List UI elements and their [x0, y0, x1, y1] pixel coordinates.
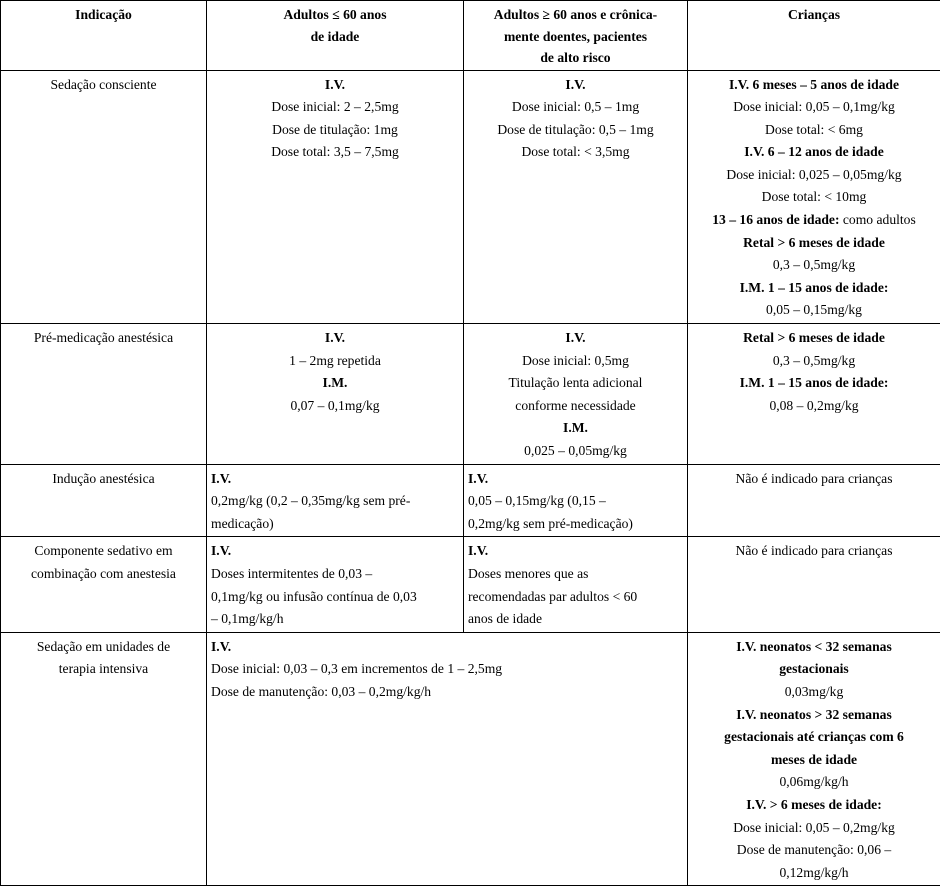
cell-line [211, 658, 683, 681]
cell-line [692, 96, 936, 119]
cell-line [211, 608, 459, 631]
text: Não é indicado para crianças [736, 471, 893, 486]
text: 0,05 – 0,15mg/kg [766, 302, 862, 317]
cell-line [468, 513, 683, 536]
cell-line [692, 726, 936, 749]
text: 1 – 2mg repetida [289, 353, 381, 368]
bold-text: I.M. 1 – 15 anos de idade: [740, 280, 889, 295]
text: 0,1mg/kg ou infusão contínua de 0,03 [211, 589, 417, 604]
bold-text: I.V. [325, 330, 345, 345]
bold-text: I.V. [565, 77, 585, 92]
bold-text: I.V. neonatos > 32 semanas [736, 707, 892, 722]
cell-line [692, 658, 936, 681]
table-row [1, 70, 940, 324]
cell-line [211, 468, 459, 491]
cell-line [211, 395, 459, 418]
cell-line [468, 586, 683, 609]
text: conforme necessidade [515, 398, 635, 413]
cell-line [211, 96, 459, 119]
bold-text: I.V. [211, 543, 231, 558]
cell-line [468, 96, 683, 119]
text: Dose inicial: 0,5mg [522, 353, 629, 368]
text: Dose total: < 10mg [762, 189, 867, 204]
text: 0,2mg/kg sem pré-medicação) [468, 516, 633, 531]
cell-line [692, 350, 936, 373]
cell-line [692, 209, 936, 232]
cell-line [468, 440, 683, 463]
header-adults-over-60: Adultos ≥ 60 anos e crônica- mente doentes, pacientes de alto risco [464, 1, 688, 71]
text: anos de idade [468, 611, 542, 626]
bold-text: I.V. 6 meses – 5 anos de idade [729, 77, 899, 92]
cell-line [692, 540, 936, 563]
text: Dose total: < 3,5mg [521, 144, 629, 159]
text: como adultos [840, 212, 916, 227]
adults-merged-cell [207, 632, 688, 886]
cell-line [211, 636, 683, 659]
bold-text: Retal > 6 meses de idade [743, 235, 885, 250]
bold-text: meses de idade [771, 752, 857, 767]
adults-cell [207, 70, 464, 324]
cell-line [468, 395, 683, 418]
text: Dose de titulação: 0,5 – 1mg [497, 122, 653, 137]
text: Dose inicial: 0,5 – 1mg [512, 99, 639, 114]
text: medicação) [211, 516, 274, 531]
text: 0,08 – 0,2mg/kg [769, 398, 858, 413]
children-cell [688, 464, 940, 537]
text: 0,2mg/kg (0,2 – 0,35mg/kg sem pré- [211, 493, 410, 508]
bold-text: 13 – 16 anos de idade: [712, 212, 839, 227]
elderly-cell [464, 464, 688, 537]
cell-line [692, 636, 936, 659]
text: Titulação lenta adicional [509, 375, 643, 390]
bold-text: I.V. [211, 639, 231, 654]
cell-line [692, 119, 936, 142]
cell-line [211, 563, 459, 586]
cell-line [468, 141, 683, 164]
cell-line [468, 490, 683, 513]
header-children: Crianças [688, 1, 940, 71]
text: Doses intermitentes de 0,03 – [211, 566, 372, 581]
text: 0,3 – 0,5mg/kg [773, 353, 855, 368]
text: Dose inicial: 0,03 – 0,3 em incrementos de 1 – 2,5mg [211, 661, 502, 676]
indication-cell: Sedação consciente [1, 70, 207, 324]
cell-line [692, 794, 936, 817]
cell-line [692, 817, 936, 840]
cell-line [211, 119, 459, 142]
cell-line [211, 350, 459, 373]
text: Dose de titulação: 1mg [272, 122, 398, 137]
text: Dose inicial: 2 – 2,5mg [271, 99, 398, 114]
cell-line [692, 186, 936, 209]
cell-line [211, 372, 459, 395]
cell-line [468, 540, 683, 563]
cell-line [692, 771, 936, 794]
bold-text: I.M. [323, 375, 348, 390]
cell-line [692, 74, 936, 97]
bold-text: I.V. 6 – 12 anos de idade [744, 144, 884, 159]
elderly-cell [464, 70, 688, 324]
cell-line [468, 608, 683, 631]
cell-line [692, 327, 936, 350]
text: 0,03mg/kg [785, 684, 844, 699]
text: Dose de manutenção: 0,06 – [737, 842, 891, 857]
cell-line [692, 141, 936, 164]
text: Dose inicial: 0,05 – 0,1mg/kg [733, 99, 895, 114]
cell-line [692, 372, 936, 395]
cell-line [692, 299, 936, 322]
cell-line [468, 350, 683, 373]
bold-text: gestacionais [779, 661, 848, 676]
cell-line [692, 232, 936, 255]
cell-line [211, 141, 459, 164]
children-cell [688, 537, 940, 632]
children-cell [688, 632, 940, 886]
cell-line [468, 372, 683, 395]
cell-line [692, 254, 936, 277]
text: 0,05 – 0,15mg/kg (0,15 – [468, 493, 606, 508]
cell-line [211, 586, 459, 609]
header-row [1, 1, 940, 71]
text: 0,12mg/kg/h [779, 865, 848, 880]
text: Dose de manutenção: 0,03 – 0,2mg/kg/h [211, 684, 431, 699]
table-row [1, 537, 940, 632]
cell-line [692, 749, 936, 772]
cell-line [211, 513, 459, 536]
cell-line [468, 327, 683, 350]
cell-line [468, 468, 683, 491]
bold-text: I.V. neonatos < 32 semanas [736, 639, 892, 654]
table-row [1, 632, 940, 886]
bold-text: I.V. [325, 77, 345, 92]
children-cell [688, 324, 940, 465]
cell-line [211, 490, 459, 513]
cell-line [468, 74, 683, 97]
text: 0,07 – 0,1mg/kg [290, 398, 379, 413]
text: Dose total: 3,5 – 7,5mg [271, 144, 399, 159]
header-adults-under-60: Adultos ≤ 60 anos de idade [207, 1, 464, 71]
cell-line [692, 395, 936, 418]
adults-cell [207, 324, 464, 465]
bold-text: I.M. [563, 420, 588, 435]
cell-line [211, 327, 459, 350]
bold-text: I.V. [468, 471, 488, 486]
cell-line [468, 119, 683, 142]
text: 0,06mg/kg/h [779, 774, 848, 789]
children-cell [688, 70, 940, 324]
text: Não é indicado para crianças [736, 543, 893, 558]
cell-line [468, 417, 683, 440]
text: – 0,1mg/kg/h [211, 611, 284, 626]
bold-text: Retal > 6 meses de idade [743, 330, 885, 345]
text: Dose total: < 6mg [765, 122, 863, 137]
cell-line [211, 74, 459, 97]
bold-text: I.V. [468, 543, 488, 558]
text: 0,025 – 0,05mg/kg [524, 443, 627, 458]
cell-line [211, 681, 683, 704]
cell-line [211, 540, 459, 563]
cell-line [692, 277, 936, 300]
bold-text: gestacionais até crianças com 6 [724, 729, 904, 744]
elderly-cell [464, 537, 688, 632]
indication-cell: Indução anestésica [1, 464, 207, 537]
table-row [1, 324, 940, 465]
text: Dose inicial: 0,05 – 0,2mg/kg [733, 820, 895, 835]
cell-line [692, 704, 936, 727]
indication-cell: Sedação em unidades de terapia intensiva [1, 632, 207, 886]
adults-cell [207, 464, 464, 537]
indication-cell: Pré-medicação anestésica [1, 324, 207, 465]
cell-line [692, 164, 936, 187]
cell-line [692, 839, 936, 862]
cell-line [692, 862, 936, 885]
indication-cell: Componente sedativo em combinação com anestesia [1, 537, 207, 632]
cell-line [692, 681, 936, 704]
text: recomendadas par adultos < 60 [468, 589, 637, 604]
bold-text: I.M. 1 – 15 anos de idade: [740, 375, 889, 390]
cell-line [692, 468, 936, 491]
text: 0,3 – 0,5mg/kg [773, 257, 855, 272]
table-row [1, 464, 940, 537]
text: Dose inicial: 0,025 – 0,05mg/kg [726, 167, 901, 182]
bold-text: I.V. > 6 meses de idade: [746, 797, 882, 812]
bold-text: I.V. [565, 330, 585, 345]
header-indication: Indicação [1, 1, 207, 71]
elderly-cell [464, 324, 688, 465]
text: Doses menores que as [468, 566, 588, 581]
bold-text: I.V. [211, 471, 231, 486]
adults-cell [207, 537, 464, 632]
cell-line [468, 563, 683, 586]
